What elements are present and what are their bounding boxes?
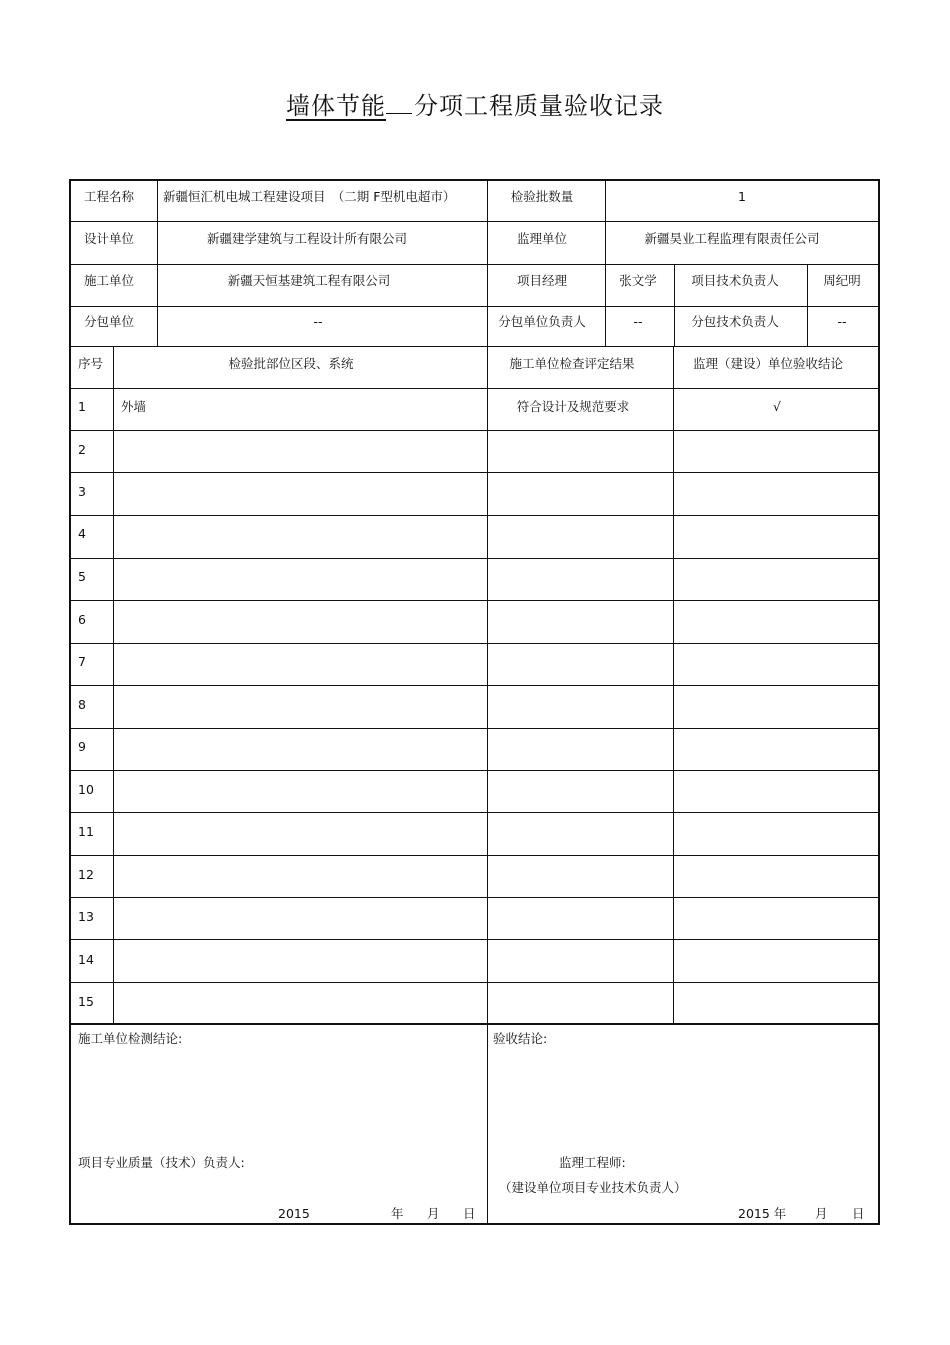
sub-tech-lead-value: --	[837, 314, 847, 329]
col-header-supervision-result: 监理（建设）单位验收结论	[692, 356, 844, 371]
row-number: 13	[78, 909, 94, 924]
row-line	[71, 388, 878, 389]
col-line	[157, 181, 158, 346]
row-number: 14	[78, 952, 94, 967]
design-unit-label: 设计单位	[83, 231, 135, 246]
col-line	[113, 346, 114, 1023]
col-header-seq: 序号	[78, 356, 104, 371]
title-subject: 墙体节能	[286, 92, 386, 120]
row-line	[71, 600, 878, 601]
row-line	[71, 515, 878, 516]
project-manager-label: 项目经理	[516, 273, 568, 288]
row-supervision-result: √	[773, 399, 781, 414]
left-date-year: 2015	[278, 1206, 310, 1221]
construction-unit-value: 新疆天恒基建筑工程有限公司	[227, 273, 391, 288]
design-unit-value: 新疆建学建筑与工程设计所有限公司	[206, 231, 408, 246]
row-line	[71, 643, 878, 644]
sub-lead-value: --	[633, 314, 643, 329]
construction-unit-label: 施工单位	[83, 273, 135, 288]
col-header-construction-result: 施工单位检查评定结果	[509, 356, 635, 371]
right-date-year: 2015 年	[738, 1206, 787, 1221]
right-date-month-char: 月	[815, 1206, 828, 1221]
subcontractor-value: --	[313, 314, 323, 329]
row-line	[71, 1023, 878, 1025]
project-manager-value: 张文学	[619, 273, 657, 288]
construction-conclusion-label: 施工单位检测结论:	[78, 1031, 183, 1046]
row-line	[71, 430, 878, 431]
acceptance-record-table	[69, 179, 880, 1225]
col-line	[487, 181, 488, 1024]
col-line	[487, 1024, 488, 1225]
col-header-section: 检验批部位区段、系统	[228, 356, 354, 371]
row-line	[71, 346, 878, 347]
row-number: 3	[78, 484, 86, 499]
page-title	[0, 86, 950, 121]
tech-lead-label: 项目技术负责人	[691, 273, 779, 288]
right-date-day-char: 日	[852, 1206, 865, 1221]
row-line	[71, 770, 878, 771]
row-number: 9	[78, 739, 86, 754]
row-line	[71, 472, 878, 473]
row-line	[71, 897, 878, 898]
row-number: 5	[78, 569, 86, 584]
row-line	[71, 264, 878, 265]
row-number: 8	[78, 697, 86, 712]
row-number: 2	[78, 442, 86, 457]
row-line	[71, 728, 878, 729]
row-line	[71, 812, 878, 813]
row-section: 外墙	[121, 399, 147, 414]
row-number: 4	[78, 526, 86, 541]
row-number: 7	[78, 654, 86, 669]
row-number: 1	[78, 399, 86, 414]
col-line	[807, 264, 808, 346]
row-line	[71, 685, 878, 686]
row-line	[71, 306, 878, 307]
row-line	[71, 558, 878, 559]
row-number: 10	[78, 782, 94, 797]
batch-count-value: 1	[738, 189, 746, 204]
row-construction-result: 符合设计及规范要求	[516, 399, 630, 414]
row-line	[71, 939, 878, 940]
sub-lead-label: 分包单位负责人	[498, 314, 586, 329]
acceptance-conclusion-label: 验收结论:	[493, 1031, 548, 1046]
supervision-unit-value: 新疆昊业工程监理有限责任公司	[644, 231, 820, 246]
supervision-unit-label: 监理单位	[516, 231, 568, 246]
sub-tech-lead-label: 分包技术负责人	[691, 314, 779, 329]
title-suffix: 分项工程质量验收记录	[414, 92, 664, 120]
batch-count-label: 检验批数量	[510, 189, 574, 204]
row-line	[71, 982, 878, 983]
subcontractor-label: 分包单位	[83, 314, 135, 329]
col-line	[674, 264, 675, 346]
tech-lead-value: 周纪明	[823, 273, 861, 288]
row-number: 6	[78, 612, 86, 627]
row-number: 15	[78, 994, 94, 1009]
project-name-value: 新疆恒汇机电城工程建设项目 （二期 F型机电超市）	[163, 189, 456, 204]
left-date-month-char: 月	[427, 1206, 440, 1221]
row-line	[71, 221, 878, 222]
row-number: 11	[78, 824, 94, 839]
supervising-engineer-note: （建设单位项目专业技术负责人）	[499, 1180, 687, 1195]
project-name-label: 工程名称	[83, 189, 135, 204]
quality-lead-signature-label: 项目专业质量（技术）负责人:	[78, 1155, 245, 1170]
col-line	[673, 346, 674, 1023]
left-date-year-char: 年	[391, 1206, 404, 1221]
title-underline-blank	[386, 93, 412, 114]
row-number: 12	[78, 867, 94, 882]
row-line	[71, 855, 878, 856]
left-date-day-char: 日	[463, 1206, 476, 1221]
supervising-engineer-label: 监理工程师:	[559, 1155, 626, 1170]
col-line	[605, 181, 606, 346]
